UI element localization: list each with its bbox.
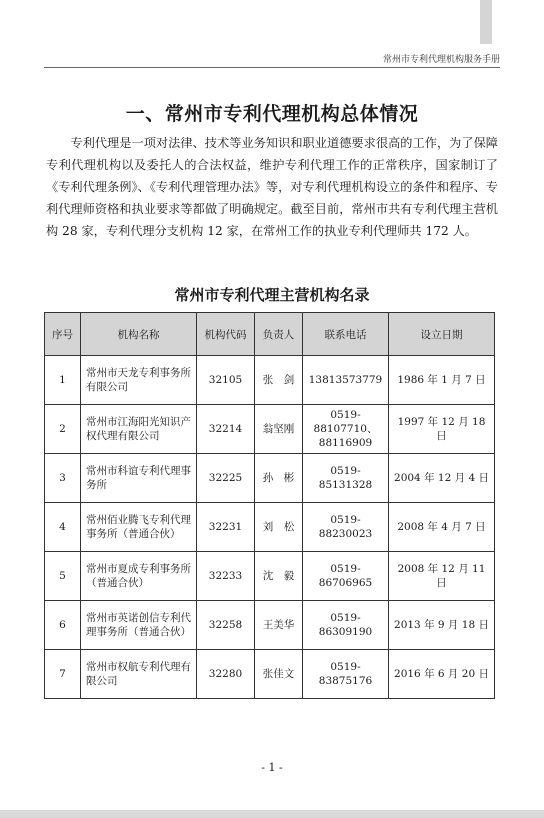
agency-table <box>44 312 495 699</box>
page-number: - 1 - <box>261 761 283 774</box>
cell-person: 孙 彬 <box>255 454 303 503</box>
cell-date: 2008 年 12 月 11 日 <box>389 552 495 601</box>
cell-person: 沈 毅 <box>255 552 303 601</box>
table-row <box>45 601 495 650</box>
cell-date: 2008 年 4 月 7 日 <box>389 503 495 552</box>
header-cell-person: 负责人 <box>255 313 303 356</box>
cell-person: 刘 松 <box>255 503 303 552</box>
cell-person: 翁坚刚 <box>255 405 303 454</box>
cell-agency-name: 常州佰业腾飞专利代理事务所（普通合伙） <box>81 503 197 552</box>
cell-agency-name: 常州市英诺创信专利代理事务所（普通合伙） <box>81 601 197 650</box>
cell-agency-code: 32233 <box>197 552 255 601</box>
cell-index: 4 <box>45 503 81 552</box>
cell-index: 6 <box>45 601 81 650</box>
cell-index: 2 <box>45 405 81 454</box>
cell-date: 2004 年 12 月 4 日 <box>389 454 495 503</box>
cell-person: 张佳文 <box>255 650 303 699</box>
cell-date: 1986 年 1 月 7 日 <box>389 356 495 405</box>
cell-agency-name: 常州市科谊专利代理事务所 <box>81 454 197 503</box>
cell-phone: 0519-85131328 <box>303 454 389 503</box>
cell-date: 2013 年 9 月 18 日 <box>389 601 495 650</box>
page-bottom-edge <box>0 810 544 818</box>
cell-agency-code: 32225 <box>197 454 255 503</box>
table-row <box>45 552 495 601</box>
header-cell-name: 机构名称 <box>81 313 197 356</box>
cell-index: 5 <box>45 552 81 601</box>
cell-agency-name: 常州市夏成专利事务所（普通合伙） <box>81 552 197 601</box>
header-cell-date: 设立日期 <box>389 313 495 356</box>
cell-agency-name: 常州市权航专利代理有限公司 <box>81 650 197 699</box>
cell-phone: 13813573779 <box>303 356 389 405</box>
table-title: 常州市专利代理主营机构名录 <box>174 286 370 304</box>
cell-agency-code: 32231 <box>197 503 255 552</box>
header-cell-phone: 联系电话 <box>303 313 389 356</box>
intro-paragraph: 专利代理是一项对法律、技术等业务知识和职业道德要求很高的工作，为了保障专利代理机构以及委托人的合法权益，维护专利代理工作的正常秩序，国家制订了《专利代理条例》、《专利代理管理办法》等，对专利代理机构设立的条件和程序、专利代理师资格和执业要求等都做了明确规定。截至目前，常州市共有专利代理主营机构 28 家，专利代理分支机构 12 家，在常州工作的执业专利代理师共 172 人。 <box>46 136 498 238</box>
running-header: 常州市专利代理机构服务手册 <box>382 55 500 65</box>
cell-agency-code: 32105 <box>197 356 255 405</box>
cell-agency-code: 32258 <box>197 601 255 650</box>
cell-phone: 0519-88230023 <box>303 503 389 552</box>
cell-agency-name: 常州市天龙专利事务所有限公司 <box>81 356 197 405</box>
cell-agency-code: 32214 <box>197 405 255 454</box>
table-header-row <box>45 313 495 356</box>
table-row <box>45 454 495 503</box>
section-title: 一、常州市专利代理机构总体情况 <box>125 103 419 125</box>
table-row <box>45 650 495 699</box>
header-cell-code: 机构代码 <box>197 313 255 356</box>
table-row <box>45 503 495 552</box>
table-row <box>45 405 495 454</box>
table-row <box>45 356 495 405</box>
cell-date: 1997 年 12 月 18 日 <box>389 405 495 454</box>
cell-person: 张 剑 <box>255 356 303 405</box>
cell-agency-name: 常州市江海阳光知识产权代理有限公司 <box>81 405 197 454</box>
cell-date: 2016 年 6 月 20 日 <box>389 650 495 699</box>
cell-index: 7 <box>45 650 81 699</box>
cell-phone: 0519-83875176 <box>303 650 389 699</box>
cell-person: 王美华 <box>255 601 303 650</box>
cell-index: 1 <box>45 356 81 405</box>
cell-index: 3 <box>45 454 81 503</box>
cell-agency-code: 32280 <box>197 650 255 699</box>
header-cell-index: 序号 <box>45 313 81 356</box>
cell-phone: 0519-86706965 <box>303 552 389 601</box>
cell-phone: 0519-88107710、88116909 <box>303 405 389 454</box>
cell-phone: 0519-86309190 <box>303 601 389 650</box>
page-edge-tab <box>480 0 492 44</box>
header-rule <box>44 67 500 68</box>
